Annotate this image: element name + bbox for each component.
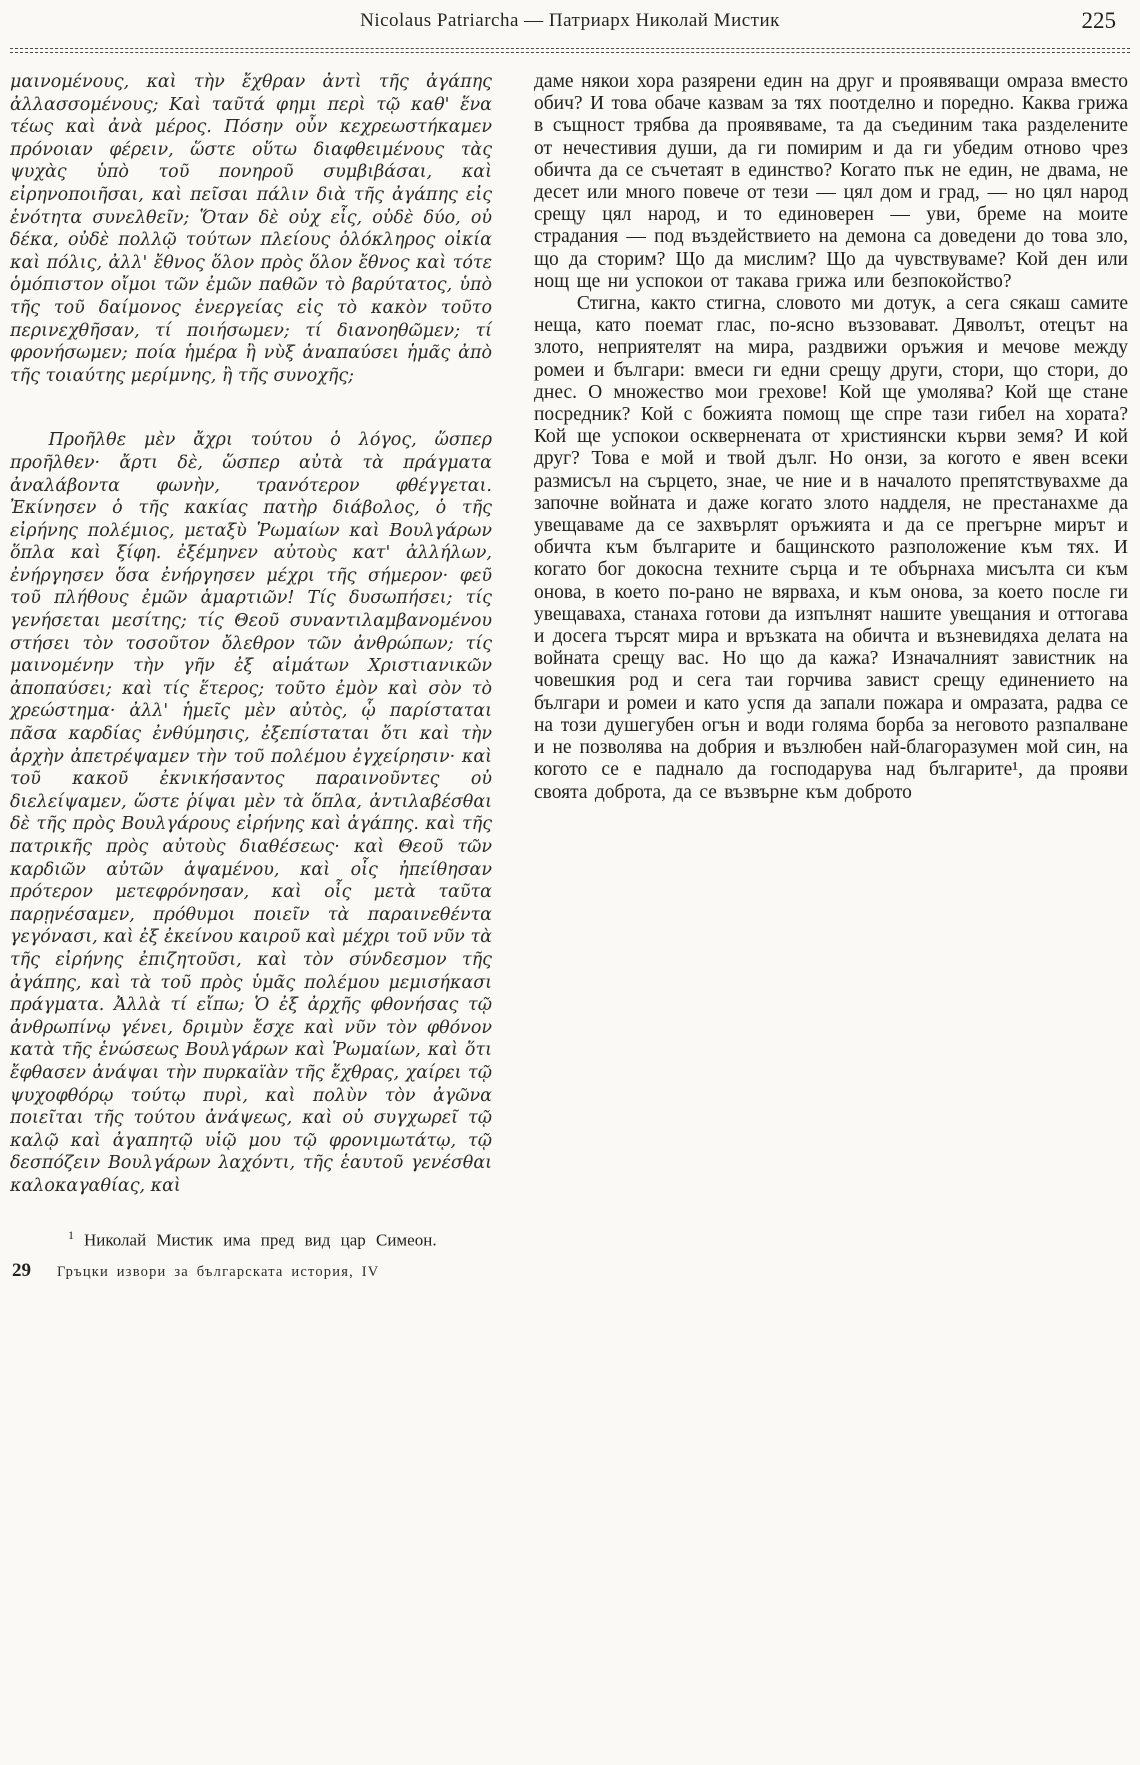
gathering-signature: 29 [12, 1260, 31, 1282]
greek-paragraph-1: μαινομένους, καὶ τὴν ἔχθραν ἀντὶ τῆς ἀγάπης ἀλλασσομένους; Καὶ ταῦτά φημι περὶ τῷ καθ' ἕνα τέως καὶ ἀνὰ μέρος. Πόσην οὖν κεχρεωστήκαμεν πρόνοιαν φέρειν, ὥστε οὕτω διαφθειμένους τὰς ψυχὰς ὑπὸ τοῦ πονηροῦ συμβιβάσαι, καὶ εἰρηνοποιῆσαι, καὶ πεῖσαι πάλιν διὰ τῆς ἀγάπης εἰς ἑνότητα συνελθεῖν; Ὅταν δὲ οὐχ εἷς, οὐδὲ δύο, οὐ δέκα, οὐδὲ πολλῷ τούτων πλείους ὁλόκληρος οἰκία καὶ πόλις, ἀλλ' ἔθνος ὅλον πρὸς ὅλον ἔθνος καὶ τότε ὁμόπιστον οἴμοι τῶν ἐμῶν παθῶν τὸ βαρύτατος, ὑπὸ τῆς τοῦ δαίμονος ἐνεργείας εἰς τὸ κακὸν τοῦτο περινεχθῆσαν, τί ποιήσωμεν; τί διανοηθῶμεν; τί φρονήσωμεν; ποία ἡμέρα ἢ νὺξ ἀναπαύσει ἡμᾶς ἀπὸ τῆς τοιαύτης μερίμνης, ἢ τῆς συνοχῆς; [10, 72, 492, 386]
bulgarian-paragraph-1: даме някои хора разярени един на друг и проявяващи омраза вместо обич? И това обаче казвам за тях поотделно и поредно. Каква грижа в същност трябва да проявяваме, та да съединим така разделените от нечестивия души, да ги помирим и да ги убедим отново чрез обичта да се съчетаят в единство? Когато пък не един, не двама, не десет или много повече от тези — цял дом и град, — но цял народ срещу цял народ, и то единоверен — уви, бреме на моите страдания — под въздействието на демона са доведени до това зло, що да сторим? Що да мислим? Що да чувствуваме? Кой ден или нощ ще ни успокои от такава грижа или безпокойство? [534, 71, 1128, 292]
greek-paragraph-2: Προῆλθε μὲν ἄχρι τούτου ὁ λόγος, ὥσπερ προῆλθεν· ἄρτι δὲ, ὥσπερ αὐτὰ τὰ πράγματα ἀναλάβοντα φωνὴν, τρανότερον φθέγγεται. Ἐκίνησεν ὁ τῆς κακίας πατὴρ διάβολος, ὁ τῆς εἰρήνης πολέμιος, μεταξὺ Ῥωμαίων καὶ Βουλγάρων ὅπλα καὶ ξίφη. ἐξέμηνεν αὐτοὺς κατ' ἀλλήλων, ἐνήργησεν ὅσα ἐνήργησεν μέχρι τῆς σήμερον· φεῦ τοῦ πλήθους ἐμῶν ἁμαρτιῶν! Τίς δυσωπήσει; τίς γενήσεται μεσίτης; τίς Θεοῦ συναντιλαμβανομένου στήσει τὸν τοσοῦτον ὄλεθρον τῶν ἀνθρώπων; τίς μαινομένην τὴν γῆν ἐξ αἱμάτων Χριστιανικῶν ἀποπαύσει; καὶ τίς ἕτερος; τοῦτο ἐμὸν καὶ σὸν τὸ χρεώστημα· ἀλλ' ἡμεῖς μὲν αὐτὸς, ᾧ παρίσταται πᾶσα καρδίας ἐνθύμησις, ἐξεπίσταται ὅτι καὶ τὴν ἀρχὴν ἀπετρέψαμεν τὴν τοῦ πολέμου ἐγχείρησιν· καὶ τοῦ κακοῦ ἐκνικήσαντος παραινοῦντες οὐ διελείψαμεν, ὥστε ῥίψαι μὲν τὰ ὅπλα, ἀντιλαβέσθαι δὲ τῆς πρὸς Βουλγάρους εἰρήνης καὶ ἀγάπης. καὶ τῆς πατρικῆς πρὸς αὐτοὺς διαθέσεως· καὶ Θεοῦ τῶν καρδιῶν αὐτῶν ἁψαμένου, καὶ οἷς ἠπείθησαν πρότερον μετεφρόνησαν, καὶ οἷς μετὰ ταῦτα παρῃνέσαμεν, πρόθυμοι ποιεῖν τὰ παραινεθέντα γεγόνασι, καὶ ἐξ ἐκείνου καιροῦ καὶ μέχρι τοῦ νῦν τὰ τῆς εἰρήνης ἐπιζητοῦσι, καὶ τὸν σύνδεσμον τῆς ἀγάπης, καὶ τὰ τοῦ πρὸς ὑμᾶς πολέμου μεμισήκασι πράγματα. Ἀλλὰ τί εἴπω; Ὁ ἐξ ἀρχῆς φθονήσας τῷ ἀνθρωπίνῳ γένει, δριμὺν ἔσχε καὶ νῦν τὸν φθόνον κατὰ τῆς ἑνώσεως Βουλγάρων καὶ Ῥωμαίων, καὶ ὅτι ἔφθασεν ἀνάψαι τὴν πυρκαϊὰν τῆς ἔχθρας, χαίρει τῷ ψυχοφθόρῳ τούτῳ πυρὶ, καὶ πολὺν τὸν ἀγῶνα ποιεῖται τῆς τούτου ἀνάψεως, καὶ οὐ συγχωρεῖ τῷ καλῷ καὶ ἀγαπητῷ υἱῷ μου τῷ φρονιμωτάτῳ, τῷ δεσπόζειν Βουλγάρων λαχόντι, τῆς ἑαυτοῦ γενέσθαι καλοκαγαθίας, καὶ [10, 430, 492, 1196]
page-number: 225 [1081, 8, 1116, 33]
footnote [10, 1228, 1130, 1251]
bulgarian-paragraph-2: Стигна, както стигна, словото ми дотук, а сега сякаш самите неща, като поемат глас, по-ясно въззовават. Дяволът, отецът на злото, неприятелят на мира, раздвижи оръжия и мечове между ромеи и българи: вмеси ги едни срещу други, стори, що стори, до днес. О множество мои грехове! Кой ще умолява? Кой ще стане посредник? Кой с божията помощ ще спре тази гибел на хората? Кой ще успокои осквернената от християнски кърви земя? И кой друг? Това е мой и твой дълг. Но онзи, за когото е явен всеки размисъл на сърцето, знае, че ние и в началото препятствувахме да започне войната и даже когато злото надделя, не престанахме да увещаваме да се захвърлят оръжията и да се прегърне мирът и обичта към българите и бащинското разположение към тях. И когато бог докосна техните сърца и те обърнаха мисълта си към онова, в което по-рано не вярваха, и към онова, за което после ги увещаваха, станаха готови да изпълнят нашите увещания и оттогава и досега търсят мира и връзката на обичта и възневидяха делата на войната срещу вас. Но що да кажа? Изначалният завистник на човешкия род и сега таи горчива завист срещу единението на българи и ромеи и като успя да запали пожара и омразата, радва се на този душегубен огън и води голяма борба за неговото разпалване и не позволява на добрия и възлюбен най-благоразумен мой син, на когото се е паднало да господарува над българите¹, да прояви своята доброта, да се възвърне към доброто [534, 293, 1128, 803]
greek-text-column [10, 71, 492, 1198]
running-title: Nicolaus Patriarcha — Патриарх Николай Мистик [360, 10, 780, 31]
footnote-text: Николай Мистик има пред вид цар Симеон. [84, 1230, 437, 1250]
page-footer [10, 1228, 1130, 1283]
series-title: Гръцки извори за българската история, IV [57, 1264, 380, 1281]
text-columns [10, 71, 1130, 1198]
header-rule [10, 48, 1130, 53]
footnote-marker: 1 [68, 1227, 74, 1242]
signature-line [10, 1260, 1130, 1282]
page-header [10, 10, 1130, 40]
bulgarian-text-column [534, 71, 1128, 804]
